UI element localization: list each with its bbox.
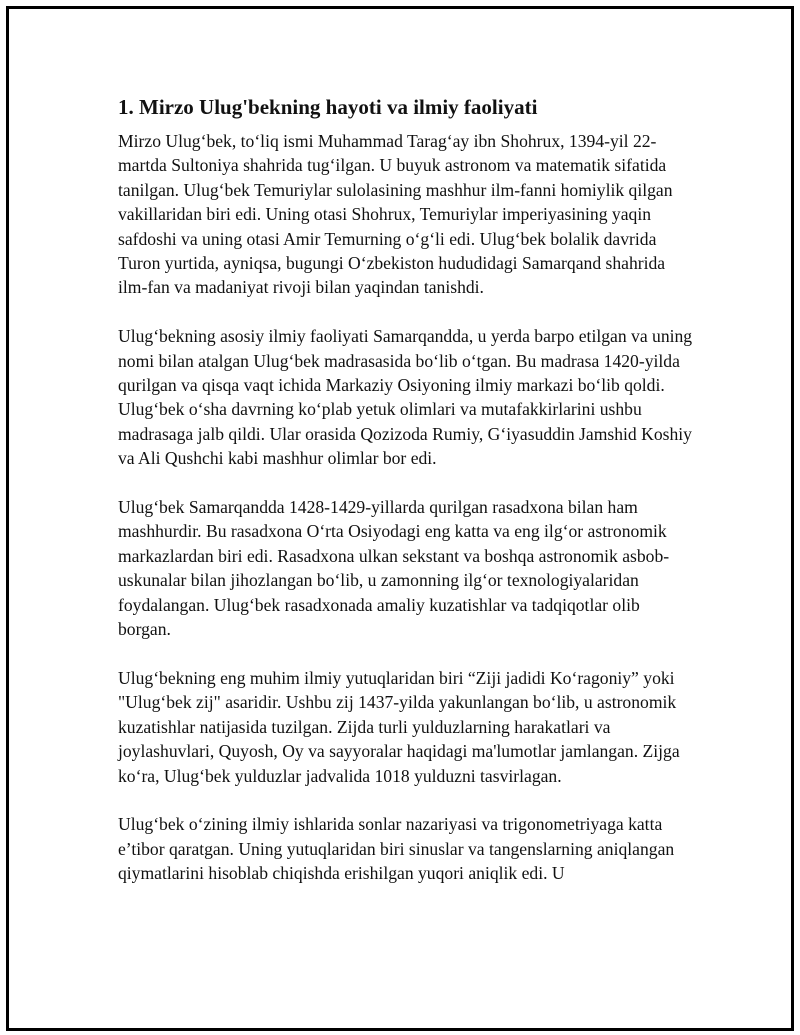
paragraph-5: Ulug‘bek o‘zining ilmiy ishlarida sonlar nazariyasi va trigonometriyaga katta e’tibor qaratgan. Uning yutuqlaridan biri sinuslar va tangenslarning aniqlangan qiymatlarini hisoblab chiqishda erishilgan yuqori aniqlik edi. U <box>118 814 675 884</box>
paragraph-2: Ulug‘bekning asosiy ilmiy faoliyati Samarqandda, u yerda barpo etilgan va uning nomi bilan atalgan Ulug‘bek madrasasida bo‘lib o‘tgan. Bu madrasa 1420-yilda qurilgan va qisqa vaqt ichida Markaziy Osiyoning ilmiy markazi bo‘lib qoldi. Ulug‘bek o‘sha davrning ko‘plab yetuk olimlari va mutafakkirlarini ushbu madrasaga jalb qildi. Ular orasida Qozizoda Rumiy, G‘iyasuddin Jamshid Koshiy va Ali Qushchi kabi mashhur olimlar bor edi. <box>118 326 693 469</box>
section-title: 1. Mirzo Ulug'bekning hayoti va ilmiy faoliyati <box>118 95 538 119</box>
paragraph-4: Ulug‘bekning eng muhim ilmiy yutuqlaridan biri “Ziji jadidi Ko‘ragoniy” yoki "Ulug‘bek zij" asaridir. Ushbu zij 1437-yilda yakunlangan bo‘lib, u astronomik kuzatishlar natijasida tuzilgan. Zijda turli yulduzlarning harakatlari va joylashuvlari, Quyosh, Oy va sayyoralar haqidagi ma'lumotlar jamlangan. Zijga ko‘ra, Ulug‘bek yulduzlar jadvalida 1018 yulduzni tasvirlagan. <box>118 667 680 786</box>
document-body <box>118 94 693 910</box>
paragraph-3: Ulug‘bek Samarqandda 1428-1429-yillarda qurilgan rasadxona bilan ham mashhurdir. Bu rasadxona O‘rta Osiyodagi eng katta va eng ilg‘or astronomik markazlardan biri edi. Rasadxona ulkan sekstant va boshqa astronomik asbob-uskunalar bilan jihozlangan bo‘lib, u zamonning ilg‘or texnologiyalaridan foydalangan. Ulug‘bek rasadxonada amaliy kuzatishlar va tadqiqotlar olib borgan. <box>118 497 670 640</box>
paragraph-1: Mirzo Ulug‘bek, to‘liq ismi Muhammad Tarag‘ay ibn Shohrux, 1394-yil 22-martda Sultoniya shahrida tug‘ilgan. U buyuk astronom va matematik sifatida tanilgan. Ulug‘bek Temuriylar sulolasining mashhur ilm-fanni homiylik qilgan vakillaridan biri edi. Uning otasi Shohrux, Temuriylar imperiyasining yaqin safdoshi va uning otasi Amir Temurning o‘g‘li edi. Ulug‘bek bolalik davrida Turon yurtida, ayniqsa, bugungi O‘zbekiston hududidagi Samarqand shahrida ilm-fan va madaniyat rivoji bilan yaqindan tanishdi. <box>118 131 673 298</box>
